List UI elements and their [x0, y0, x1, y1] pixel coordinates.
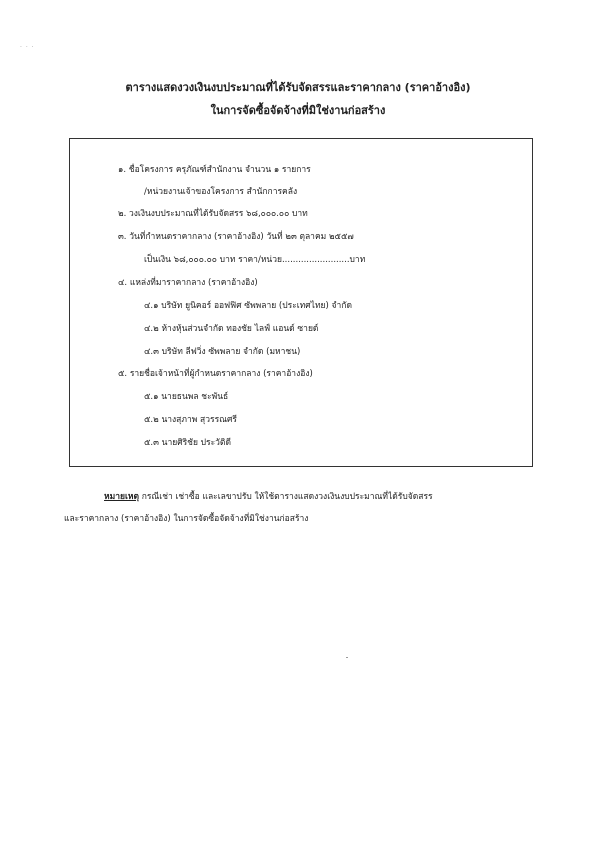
item-committee-member-2: ๕.๒ นางสุภาพ สุวรรณศรี: [144, 415, 237, 425]
item-committee-member-3: ๕.๓ นายศิริชัย ประวัติดี: [144, 438, 231, 448]
note-first-line: [104, 491, 433, 503]
note-text-1: กรณีเช่า เช่าซื้อ และเลขาปรับ ให้ใช้ตารางแสดงวงเงินงบประมาณที่ได้รับจัดสรร: [141, 492, 433, 502]
note-label: หมายเหตุ: [104, 492, 139, 502]
item-project-name: ๑. ชื่อโครงการ ครุภัณฑ์สำนักงาน จำนวน ๑ รายการ: [118, 165, 311, 175]
item-department: /หน่วยงานเจ้าของโครงการ สำนักการคลัง: [144, 187, 298, 197]
corner-mark: · · ·: [20, 44, 35, 51]
item-source-3: ๔.๓ บริษัท ลีฟวิ่ง ซัพพลาย จำกัด (มหาชน): [144, 347, 301, 357]
item-amount: เป็นเงิน ๖๘,๐๐๐.๐๐ บาท ราคา/หน่วย.........................บาท: [144, 255, 366, 265]
document-subtitle: ในการจัดซื้อจัดจ้างที่มิใช่งานก่อสร้าง: [210, 104, 386, 117]
item-committee-heading: ๕. รายชื่อเจ้าหน้าที่ผู้กำหนดราคากลาง (ราคาอ้างอิง): [118, 369, 313, 379]
item-budget: ๒. วงเงินงบประมาณที่ได้รับจัดสรร ๖๘,๐๐๐.๐๐ บาท: [118, 209, 308, 219]
scan-speck: [346, 657, 348, 658]
item-price-sources-heading: ๔. แหล่งที่มาราคากลาง (ราคาอ้างอิง): [118, 278, 258, 288]
item-committee-member-1: ๕.๑ นายธนพล ชะพันธ์: [144, 392, 229, 402]
item-reference-date: ๓. วันที่กำหนดราคากลาง (ราคาอ้างอิง) วันที่ ๒๓ ตุลาคม ๒๕๕๗: [118, 232, 354, 242]
item-source-1: ๔.๑ บริษัท ยูนิคอร์ ออฟฟิศ ซัพพลาย (ประเทศไทย) จำกัด: [144, 301, 352, 311]
item-source-2: ๔.๒ ห้างหุ้นส่วนจำกัด ทองชัย ไลฟ์ แอนด์ ซายด์: [144, 324, 319, 334]
document-title: ตารางแสดงวงเงินงบประมาณที่ได้รับจัดสรรและราคากลาง (ราคาอ้างอิง): [125, 81, 471, 94]
note-text-2: และราคากลาง (ราคาอ้างอิง) ในการจัดซื้อจัดจ้างที่มิใช่งานก่อสร้าง: [64, 514, 309, 524]
